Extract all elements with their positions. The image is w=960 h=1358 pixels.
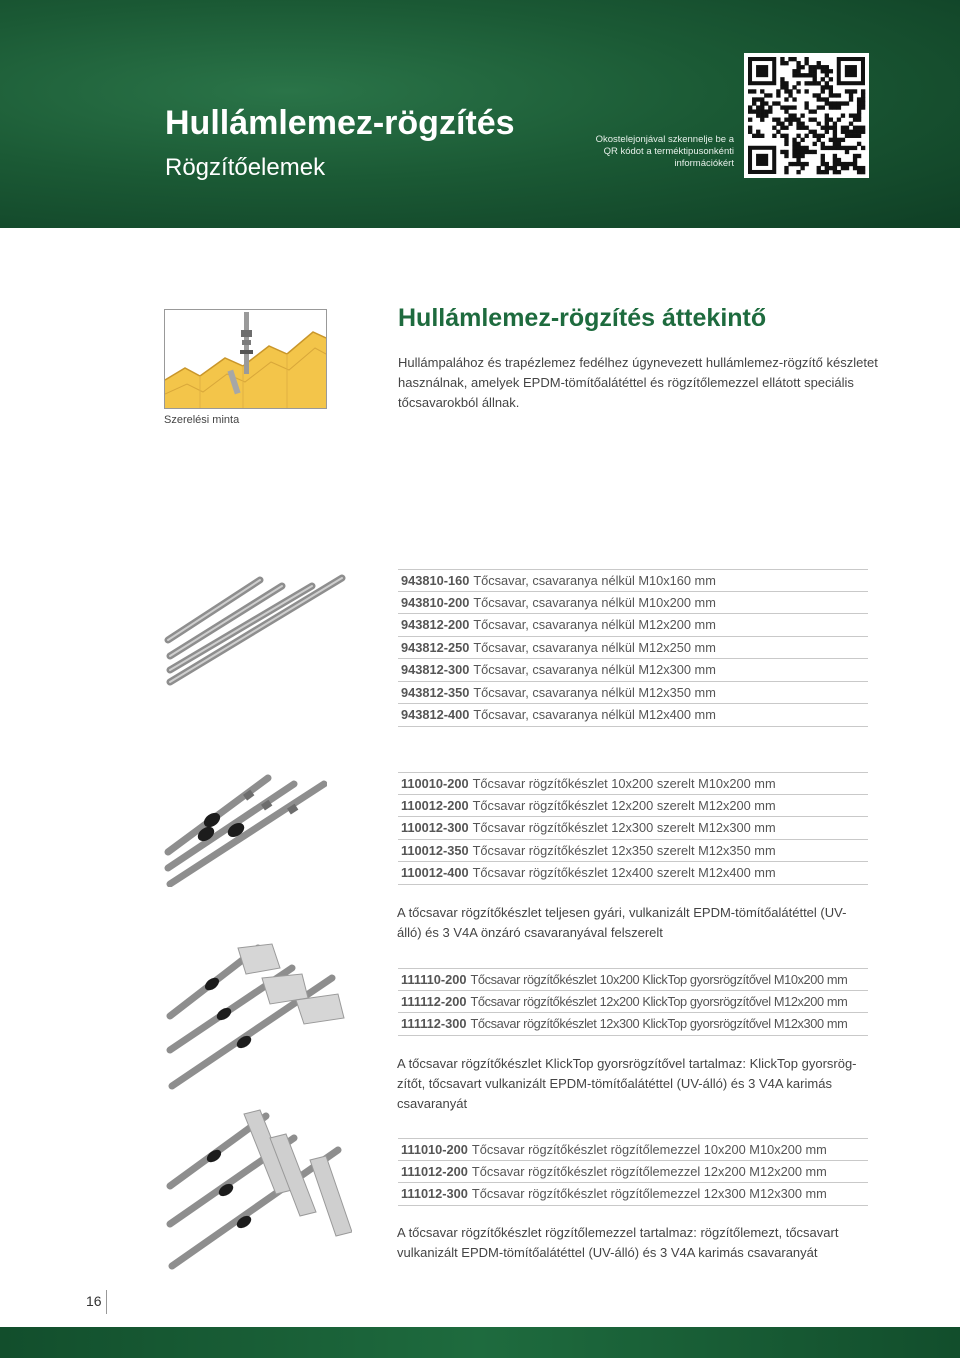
table-row	[398, 1161, 868, 1184]
table-row	[398, 840, 868, 863]
product-description: Tőcsavar, csavaranya nélkül M10x200 mm	[473, 594, 716, 610]
kit-note: A tőcsavar rögzítőkészlet teljesen gyári, vulkanizált EPDM-tömítőalátéttel (UV-álló) és 3 V4A önzáró csavaranyával felszerelt	[397, 905, 847, 940]
klicktop-kit-image	[162, 938, 352, 1098]
product-description: Tőcsavar rögzítőkészlet rögzítőlemezzel 12x300 M12x300 mm	[471, 1186, 827, 1201]
qr-code[interactable]	[744, 53, 869, 178]
product-code: 111112-300	[401, 1016, 467, 1031]
table-row	[398, 569, 868, 592]
table-row	[398, 795, 868, 818]
product-description: Tőcsavar rögzítőkészlet 10x200 KlickTop gyorsrögzítővel M10x200 mm	[470, 972, 848, 987]
product-description: Tőcsavar rögzítőkészlet 10x200 szerelt M10x200 mm	[472, 776, 776, 791]
overview-title: Hullámlemez-rögzítés áttekintő	[398, 304, 767, 332]
page-number-divider	[106, 1290, 107, 1314]
table-row	[398, 704, 868, 727]
product-code: 111010-200	[401, 1142, 468, 1157]
table-row	[398, 862, 868, 885]
product-table-stud-bolts	[398, 569, 868, 727]
installation-caption: Szerelési minta	[164, 414, 240, 426]
product-code: 110012-350	[401, 842, 469, 858]
product-code: 943812-400	[401, 707, 470, 722]
product-description: Tőcsavar rögzítőkészlet 12x300 KlickTop gyorsrögzítővel M12x300 mm	[470, 1016, 848, 1031]
page-subtitle: Rögzítőelemek	[165, 154, 326, 181]
product-code: 943812-350	[401, 684, 470, 700]
product-code: 110012-200	[401, 797, 469, 813]
product-description: Tőcsavar, csavaranya nélkül M12x350 mm	[473, 684, 716, 700]
table-row	[398, 592, 868, 615]
product-description: Tőcsavar rögzítőkészlet rögzítőlemezzel 12x200 M12x200 mm	[471, 1163, 827, 1179]
stud-bolt-image	[162, 572, 347, 692]
page-number: 16	[86, 1293, 102, 1309]
table-row	[398, 817, 868, 840]
product-description: Tőcsavar, csavaranya nélkül M12x300 mm	[473, 662, 716, 677]
footer-bar	[0, 1327, 960, 1358]
table-row	[398, 968, 868, 991]
product-code: 943812-300	[401, 662, 470, 677]
page-title: Hullámlemez-rögzítés	[165, 104, 515, 142]
product-code: 943812-200	[401, 617, 470, 632]
table-row	[398, 614, 868, 637]
product-table-klicktop	[398, 968, 868, 1036]
fixing-plate-kit-image	[162, 1108, 352, 1278]
product-description: Tőcsavar rögzítőkészlet 12x350 szerelt M12x350 mm	[472, 842, 776, 858]
table-row	[398, 1138, 868, 1161]
table-row	[398, 637, 868, 660]
product-table-fixing-plate	[398, 1138, 868, 1206]
table-row	[398, 682, 868, 705]
product-code: 111112-200	[401, 993, 467, 1009]
product-description: Tőcsavar rögzítőkészlet 12x300 szerelt M12x300 mm	[472, 820, 776, 835]
product-code: 943810-160	[401, 573, 470, 588]
product-code: 943812-250	[401, 639, 470, 655]
fixing-plate-note: A tőcsavar rögzítőkészlet rögzítőlemezzel tartalmaz: rögzítőlemezt, tőcsavart vulkanizált EPDM-tömítőalátéttel (UV-álló) és 3 V4A karimás csavaranyát	[397, 1225, 839, 1260]
product-description: Tőcsavar rögzítőkészlet 12x200 KlickTop gyorsrögzítővel M12x200 mm	[470, 993, 848, 1009]
table-row	[398, 659, 868, 682]
product-code: 110012-400	[401, 865, 469, 880]
product-code: 110010-200	[401, 776, 469, 791]
overview-text: Hullámpalához és trapézlemez fedélhez úgynevezett hullámlemez-rögzítő készletet használnak, amelyek EPDM-tömítőalátéttel és rögzítőlemezzel ellátott speciális tőcsavarokból állnak.	[398, 355, 878, 410]
stud-bolt-kit-image	[162, 772, 327, 892]
installation-sample-image	[164, 309, 327, 409]
product-description: Tőcsavar, csavaranya nélkül M10x160 mm	[473, 573, 716, 588]
table-row	[398, 1013, 868, 1036]
product-description: Tőcsavar rögzítőkészlet 12x400 szerelt M12x400 mm	[472, 865, 776, 880]
product-code: 110012-300	[401, 820, 469, 835]
product-code: 111012-200	[401, 1163, 468, 1179]
table-row	[398, 991, 868, 1014]
product-description: Tőcsavar rögzítőkészlet 12x200 szerelt M12x200 mm	[472, 797, 776, 813]
qr-note: Okostelejonjával szkennelje be a QR kódot a terméktipusonkénti információkért	[595, 134, 734, 169]
product-table-kits	[398, 772, 868, 885]
product-description: Tőcsavar, csavaranya nélkül M12x250 mm	[473, 639, 716, 655]
klicktop-note: A tőcsavar rögzítőkészlet KlickTop gyorsrögzítővel tartalmaz: KlickTop gyorsrög-zítőt, tőcsavart vulkanizált EPDM-tömítőalátéttel (UV-álló) és 3 V4A karimás csavaranyát	[397, 1056, 857, 1111]
product-description: Tőcsavar, csavaranya nélkül M12x400 mm	[473, 707, 716, 722]
table-row	[398, 772, 868, 795]
product-code: 111012-300	[401, 1186, 468, 1201]
product-description: Tőcsavar rögzítőkészlet rögzítőlemezzel 10x200 M10x200 mm	[471, 1142, 827, 1157]
header-banner	[0, 0, 960, 228]
product-code: 111110-200	[401, 972, 467, 987]
table-row	[398, 1183, 868, 1206]
product-description: Tőcsavar, csavaranya nélkül M12x200 mm	[473, 617, 716, 632]
product-code: 943810-200	[401, 594, 470, 610]
